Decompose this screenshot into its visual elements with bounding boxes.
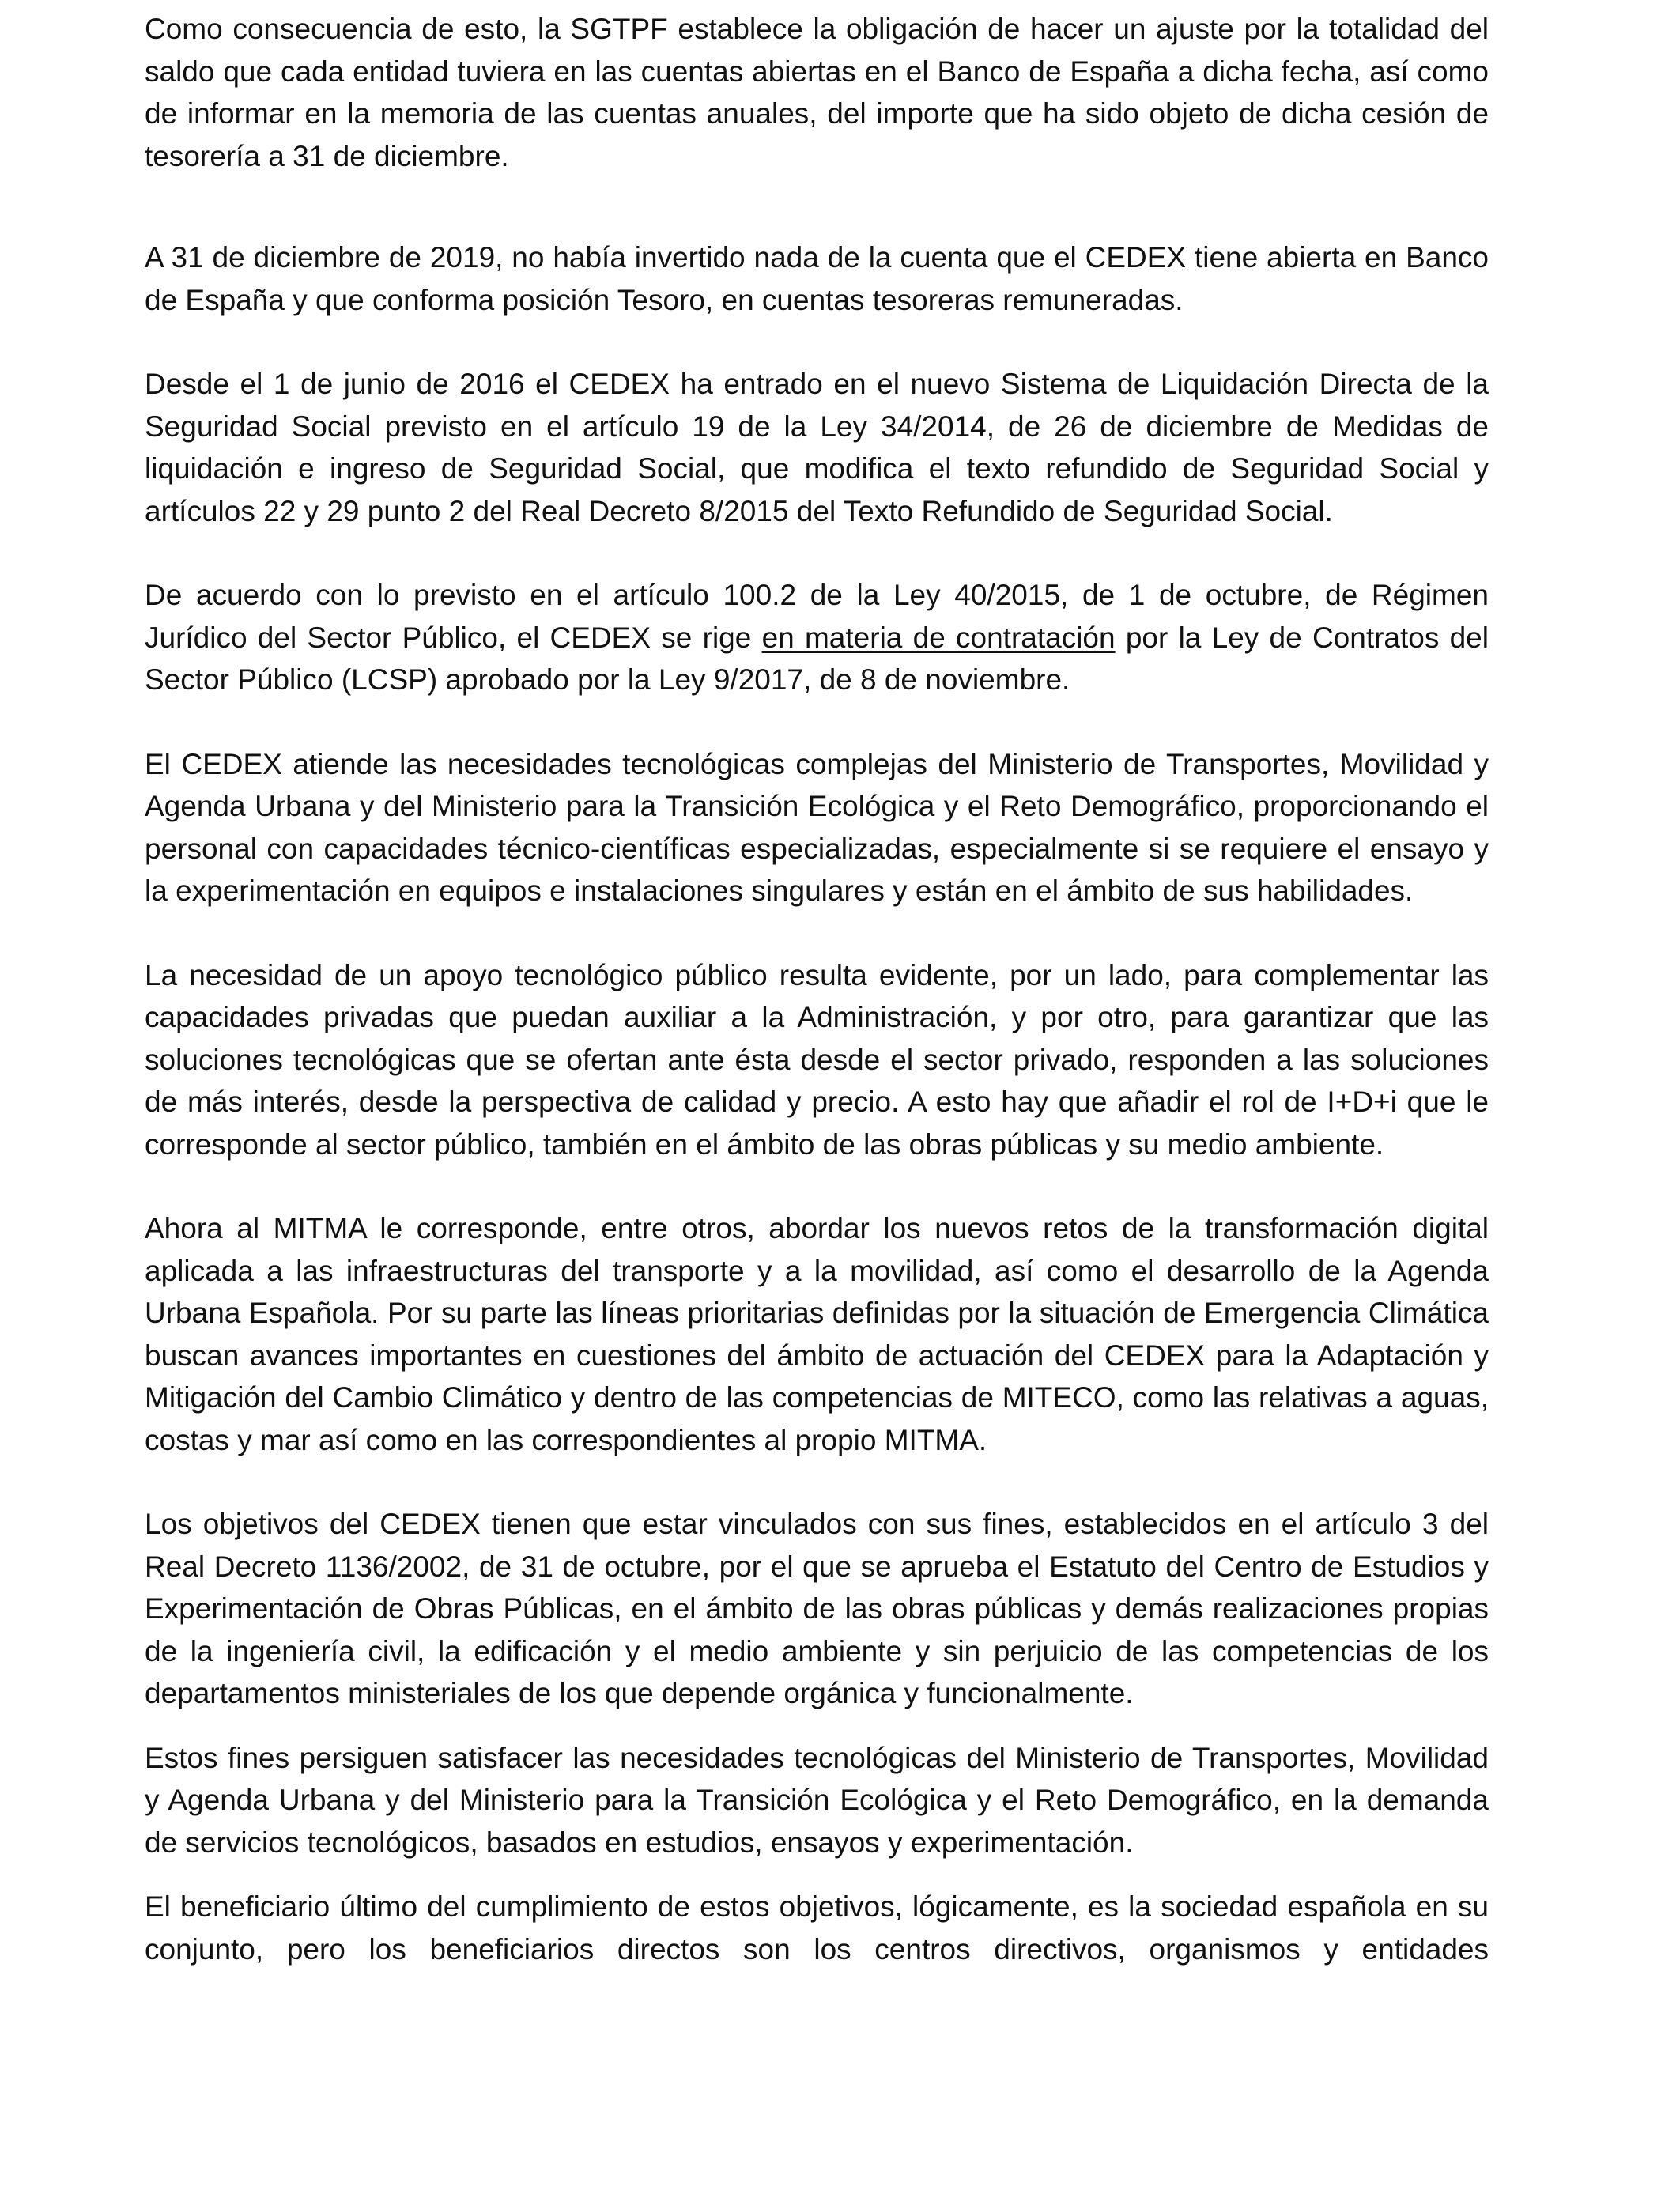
paragraph-contracting	[145, 574, 1489, 701]
paragraph-beneficiaries: El beneficiario último del cumplimiento de estos objetivos, lógicamente, es la sociedad española en su conjunto, pero los beneficiarios directos son los centros directivos, organismos y entidades	[145, 1890, 1489, 1966]
paragraph-mitma-challenges: Ahora al MITMA le corresponde, entre otros, abordar los nuevos retos de la transformación digital aplicada a las infraestructuras del transporte y a la movilidad, así como el desarrollo de la Agenda Urbana Española. Por su parte las líneas prioritarias definidas por la situación de Emergencia Climática buscan avances importantes en cuestiones del ámbito de actuación del CEDEX para la Adaptación y Mitigación del Cambio Climático y dentro de las competencias de MITECO, como las relativas a aguas, costas y mar así como en las correspondientes al propio MITMA.	[145, 1212, 1489, 1456]
paragraph-social-security: Desde el 1 de junio de 2016 el CEDEX ha entrado en el nuevo Sistema de Liquidación Directa de la Seguridad Social previsto en el artículo 19 de la Ley 34/2014, de 26 de diciembre de Medidas de liquidación e ingreso de Seguridad Social, que modifica el texto refundido de Seguridad Social y artículos 22 y 29 punto 2 del Real Decreto 8/2015 del Texto Refundido de Seguridad Social.	[145, 368, 1489, 527]
underlined-phrase: en materia de contratación	[761, 621, 1116, 654]
paragraph-public-support: La necesidad de un apoyo tecnológico público resulta evidente, por un lado, para complementar las capacidades privadas que puedan auxiliar a la Administración, y por otro, para garantizar que las soluciones tecnológicas que se ofertan ante ésta desde el sector privado, responden a las soluciones de más interés, desde la perspectiva de calidad y precio. A esto hay que añadir el rol de I+D+i que le corresponde al sector público, también en el ámbito de las obras públicas y su medio ambiente.	[145, 958, 1489, 1161]
paragraph-sgtpf-adjustment: Como consecuencia de esto, la SGTPF establece la obligación de hacer un ajuste por la totalidad del saldo que cada entidad tuviera en las cuentas abiertas en el Banco de España a dicha fecha, así como de informar en la memoria de las cuentas anuales, del importe que ha sido objeto de dicha cesión de tesorería a 31 de diciembre.	[145, 13, 1489, 172]
paragraph-technological-needs: El CEDEX atiende las necesidades tecnológicas complejas del Ministerio de Transportes, Movilidad y Agenda Urbana y del Ministerio para la Transición Ecológica y el Reto Demográfico, proporcionando el personal con capacidades técnico-científicas especializadas, especialmente si se requiere el ensayo y la experimentación en equipos e instalaciones singulares y están en el ámbito de sus habilidades.	[145, 747, 1489, 907]
paragraph-contracting-before: De acuerdo con lo previsto en el artículo 100.2 de la Ley 40/2015, de 1 de octubre, de Régimen Jurídico del Sector Público, el CEDEX se rige	[145, 579, 1489, 654]
document-page	[145, 8, 1489, 1970]
paragraph-contracting-after: por la Ley de Contratos del Sector Público (LCSP) aprobado por la Ley 9/2017, de 8 de noviembre.	[145, 621, 1489, 696]
paragraph-treasury-accounts: A 31 de diciembre de 2019, no había invertido nada de la cuenta que el CEDEX tiene abierta en Banco de España y que conforma posición Tesoro, en cuentas tesoreras remuneradas.	[145, 241, 1489, 316]
paragraph-cedex-objectives: Los objetivos del CEDEX tienen que estar vinculados con sus fines, establecidos en el artículo 3 del Real Decreto 1136/2002, de 31 de octubre, por el que se aprueba el Estatuto del Centro de Estudios y Experimentación de Obras Públicas, en el ámbito de las obras públicas y demás realizaciones propias de la ingeniería civil, la edificación y el medio ambiente y sin perjuicio de las competencias de los departamentos ministeriales de los que depende orgánica y funcionalmente.	[145, 1508, 1489, 1709]
paragraph-aims: Estos fines persiguen satisfacer las necesidades tecnológicas del Ministerio de Transportes, Movilidad y Agenda Urbana y del Ministerio para la Transición Ecológica y el Reto Demográfico, en la demanda de servicios tecnológicos, basados en estudios, ensayos y experimentación.	[145, 1741, 1489, 1859]
